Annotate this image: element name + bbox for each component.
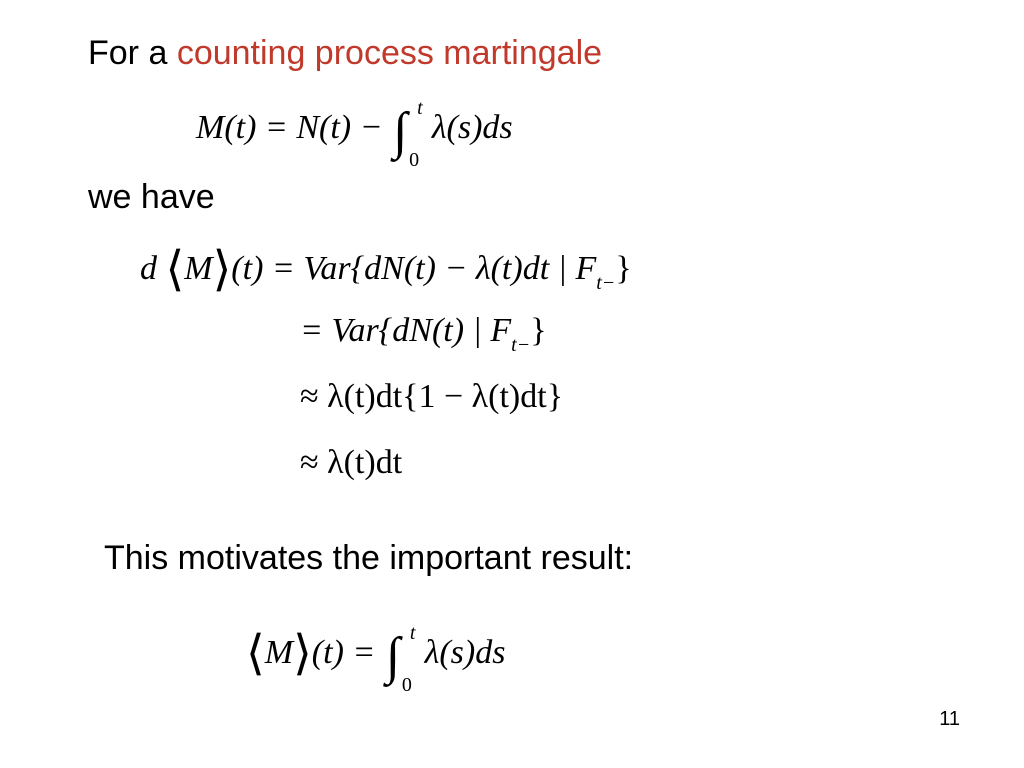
result-M: M — [264, 634, 294, 671]
eq2-close: } — [530, 312, 547, 349]
integral-lower-limit: 0 — [409, 149, 420, 171]
martingale-definition — [196, 97, 513, 171]
page-number: 11 — [939, 708, 960, 730]
eq1-left-angle: ⟨ — [165, 243, 185, 296]
integral-sign: ∫ t 0 — [393, 97, 423, 171]
eq2-body: = Var{dN(t) | F — [300, 312, 512, 349]
result-integral-sign: ∫ t 0 — [385, 622, 416, 696]
equation-line-1 — [140, 243, 632, 296]
intro-line — [88, 36, 602, 70]
motivates-text: This motivates the important result: — [104, 539, 634, 577]
eq1-subscript: t− — [596, 272, 616, 294]
eq1-right-angle: ⟩ — [212, 243, 232, 296]
intro-accent-term: counting process martingale — [176, 34, 603, 72]
result-integral-lower: 0 — [401, 674, 412, 696]
equation-line-4: ≈ λ(t)dt — [300, 444, 403, 481]
eq2-subscript: t− — [511, 334, 531, 356]
eq1-rest: (t) = Var{dN(t) − λ(t)dt | F — [231, 250, 597, 287]
eq1-M: M — [184, 250, 213, 287]
result-equation — [246, 622, 506, 696]
eq1-d: d — [140, 250, 157, 287]
result-integrand: λ(s)ds — [424, 634, 506, 671]
result-integral-upper: t — [409, 622, 416, 644]
martingale-lhs: M(t) = N(t) − — [196, 109, 383, 146]
result-lhs-rest: (t) = — [311, 634, 376, 671]
equation-line-3: ≈ λ(t)dt{1 − λ(t)dt} — [300, 378, 564, 415]
result-right-angle: ⟩ — [293, 627, 312, 680]
martingale-integrand: λ(s)ds — [431, 109, 513, 146]
intro-prefix: For a — [88, 34, 177, 72]
we-have-text: we have — [88, 178, 215, 216]
integral-upper-limit: t — [417, 97, 423, 119]
equation-line-2 — [300, 312, 547, 356]
eq1-close: } — [615, 250, 632, 287]
result-left-angle: ⟨ — [246, 627, 265, 680]
